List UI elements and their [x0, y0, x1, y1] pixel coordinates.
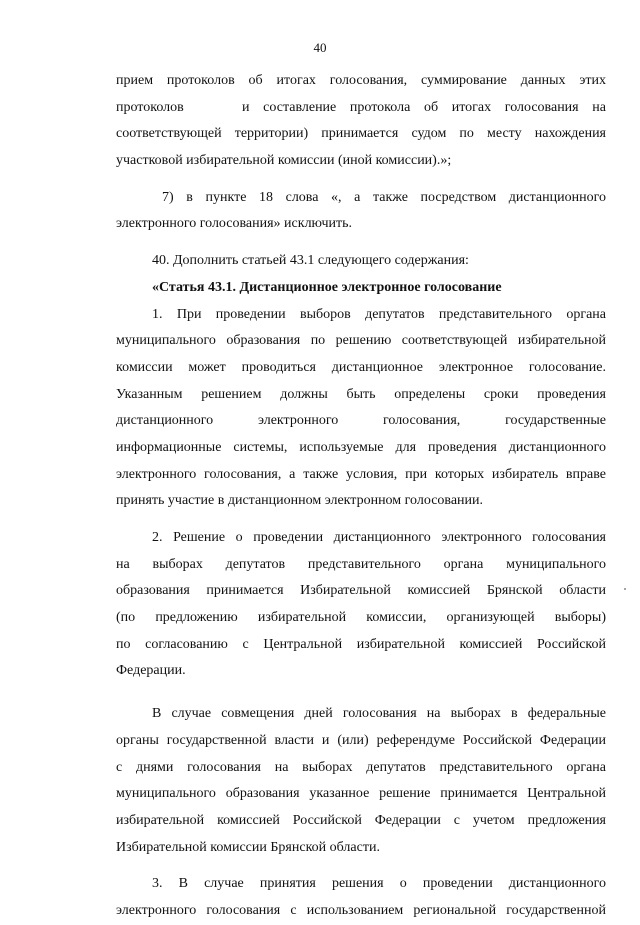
- text-line: участковой избирательной комиссии (иной комиссии).»;: [116, 153, 452, 169]
- text-line: [116, 95, 606, 122]
- text-line: на выборах депутатов представительного органа муниципального: [116, 556, 606, 572]
- text-line: 2. Решение о проведении дистанционного электронного голосования: [152, 530, 606, 545]
- text-line: Федерации.: [116, 663, 186, 679]
- text-line: электронного голосования» исключить.: [116, 216, 353, 232]
- text-line: принять участие в дистанционном электронном голосовании.: [116, 493, 484, 509]
- text-line: дистанционного электронного голосования, государственные: [116, 413, 606, 429]
- text-fragment: протоколов: [116, 99, 184, 115]
- text-line: информационные системы, используемые для проведения дистанционного: [116, 439, 606, 455]
- text-line: 1. При проведении выборов депутатов представительного органа: [152, 306, 606, 322]
- text-line: Избирательной комиссии Брянской области.: [116, 839, 380, 855]
- text-line: 3. В случае принятия решения о проведении дистанционного: [152, 876, 606, 892]
- text-line: избирательной комиссией Российской Федерации с учетом предложения: [116, 812, 606, 828]
- text-line: 7) в пункте 18 слова «, а также посредством дистанционного: [162, 189, 606, 205]
- text-line: 40. Дополнить статьей 43.1 следующего содержания:: [152, 253, 469, 269]
- text-line: с днями голосования на выборах депутатов представительного органа: [116, 759, 606, 775]
- text-line: Указанным решением должны быть определены сроки проведения: [116, 386, 606, 402]
- text-line: муниципального образования по решению соответствующей избирательной: [116, 333, 606, 349]
- text-line: образования принимается Избирательной комиссией Брянской области: [116, 583, 606, 599]
- text-line: комиссии может проводиться дистанционное электронное голосование.: [116, 359, 606, 375]
- text-line: соответствующей территории) принимается судом по месту нахождения: [116, 126, 606, 142]
- text-line: прием протоколов об итогах голосования, суммирование данных этих: [116, 73, 606, 88]
- text-line: В случае совмещения дней голосования на выборах в федеральные: [152, 706, 606, 722]
- scan-speck: [624, 588, 626, 590]
- text-line: по согласованию с Центральной избирательной комиссией Российской: [116, 636, 606, 652]
- text-line: органы государственной власти и (или) референдуме Российской Федерации: [116, 732, 606, 748]
- document-body: [116, 68, 606, 925]
- text-fragment: и составление протокола об итогах голосования на: [242, 99, 606, 115]
- article-heading: «Статья 43.1. Дистанционное электронное голосование: [152, 279, 502, 295]
- text-line: муниципального образования указанное решение принимается Центральной: [116, 786, 606, 802]
- text-line: (по предложению избирательной комиссии, организующей выборы): [116, 610, 606, 626]
- text-line: электронного голосования с использованием региональной государственной: [116, 902, 606, 918]
- text-line: электронного голосования, а также условия, при которых избиратель вправе: [116, 466, 606, 482]
- page-number: 40: [313, 40, 327, 55]
